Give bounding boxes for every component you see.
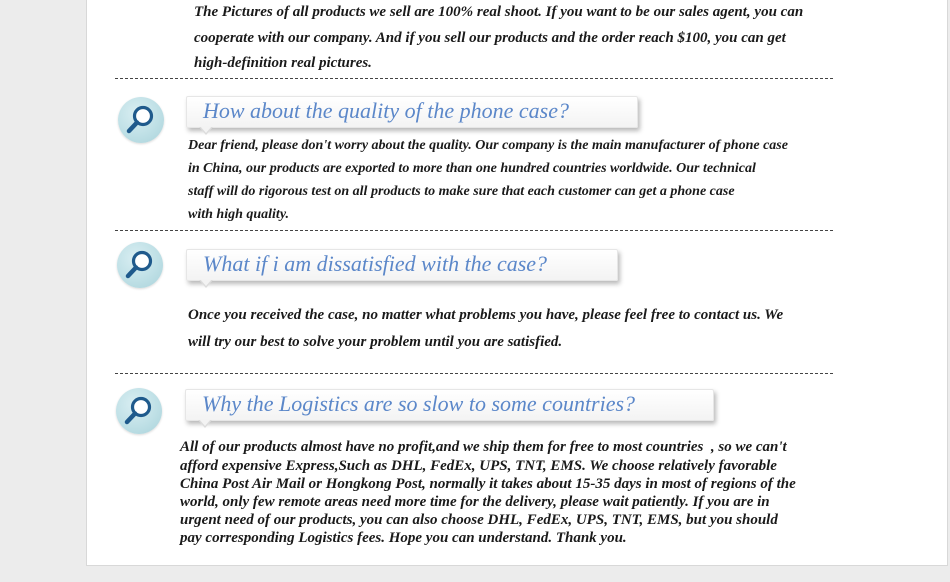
intro-line: high-definition real pictures. <box>194 55 372 71</box>
faq-answer-line: All of our products almost have no profit,and we ship them for free to most countries , so we can't <box>180 439 787 455</box>
section-divider <box>115 373 833 374</box>
intro-line: cooperate with our company. And if you sell our products and the order reach $100, you can get <box>194 30 786 46</box>
magnifier-icon <box>116 388 162 434</box>
faq-answer-line: urgent need of our products, you can also choose DHL, FedEx, UPS, TNT, EMS, but you should <box>180 512 778 528</box>
faq-question: How about the quality of the phone case? <box>203 98 569 123</box>
magnifier-icon <box>117 242 163 288</box>
faq-answer-line: with high quality. <box>188 207 290 222</box>
faq-question: What if i am dissatisfied with the case? <box>203 251 548 276</box>
faq-question-bubble <box>185 389 714 421</box>
faq-question-bubble <box>186 249 618 281</box>
faq-answer-line: world, only few remote areas need more time for the delivery, please wait patiently. If you are in <box>180 494 770 510</box>
magnifier-icon <box>118 97 164 143</box>
section-divider <box>115 78 833 79</box>
faq-answer-line: pay corresponding Logistics fees. Hope you can understand. Thank you. <box>180 530 627 546</box>
faq-answer-line: afford expensive Express,Such as DHL, FedEx, UPS, TNT, EMS. We choose relatively favorable <box>180 458 777 474</box>
faq-answer-line: China Post Air Mail or Hongkong Post, normally it takes about 15-35 days in most of regions of the <box>180 476 796 492</box>
faq-answer-line: will try our best to solve your problem until you are satisfied. <box>188 334 563 350</box>
faq-answer-line: in China, our products are exported to more than one hundred countries worldwide. Our technical <box>188 161 756 176</box>
section-divider <box>115 230 833 231</box>
faq-question-bubble <box>186 96 638 128</box>
intro-line: The Pictures of all products we sell are 100% real shoot. If you want to be our sales agent, you can <box>194 4 804 20</box>
faq-answer-line: staff will do rigorous test on all products to make sure that each customer can get a phone case <box>188 184 735 199</box>
faq-question: Why the Logistics are so slow to some countries? <box>202 391 636 416</box>
faq-answer-line: Dear friend, please don't worry about the quality. Our company is the main manufacturer of phone case <box>188 138 788 153</box>
faq-answer-line: Once you received the case, no matter what problems you have, please feel free to contact us. We <box>188 307 784 323</box>
